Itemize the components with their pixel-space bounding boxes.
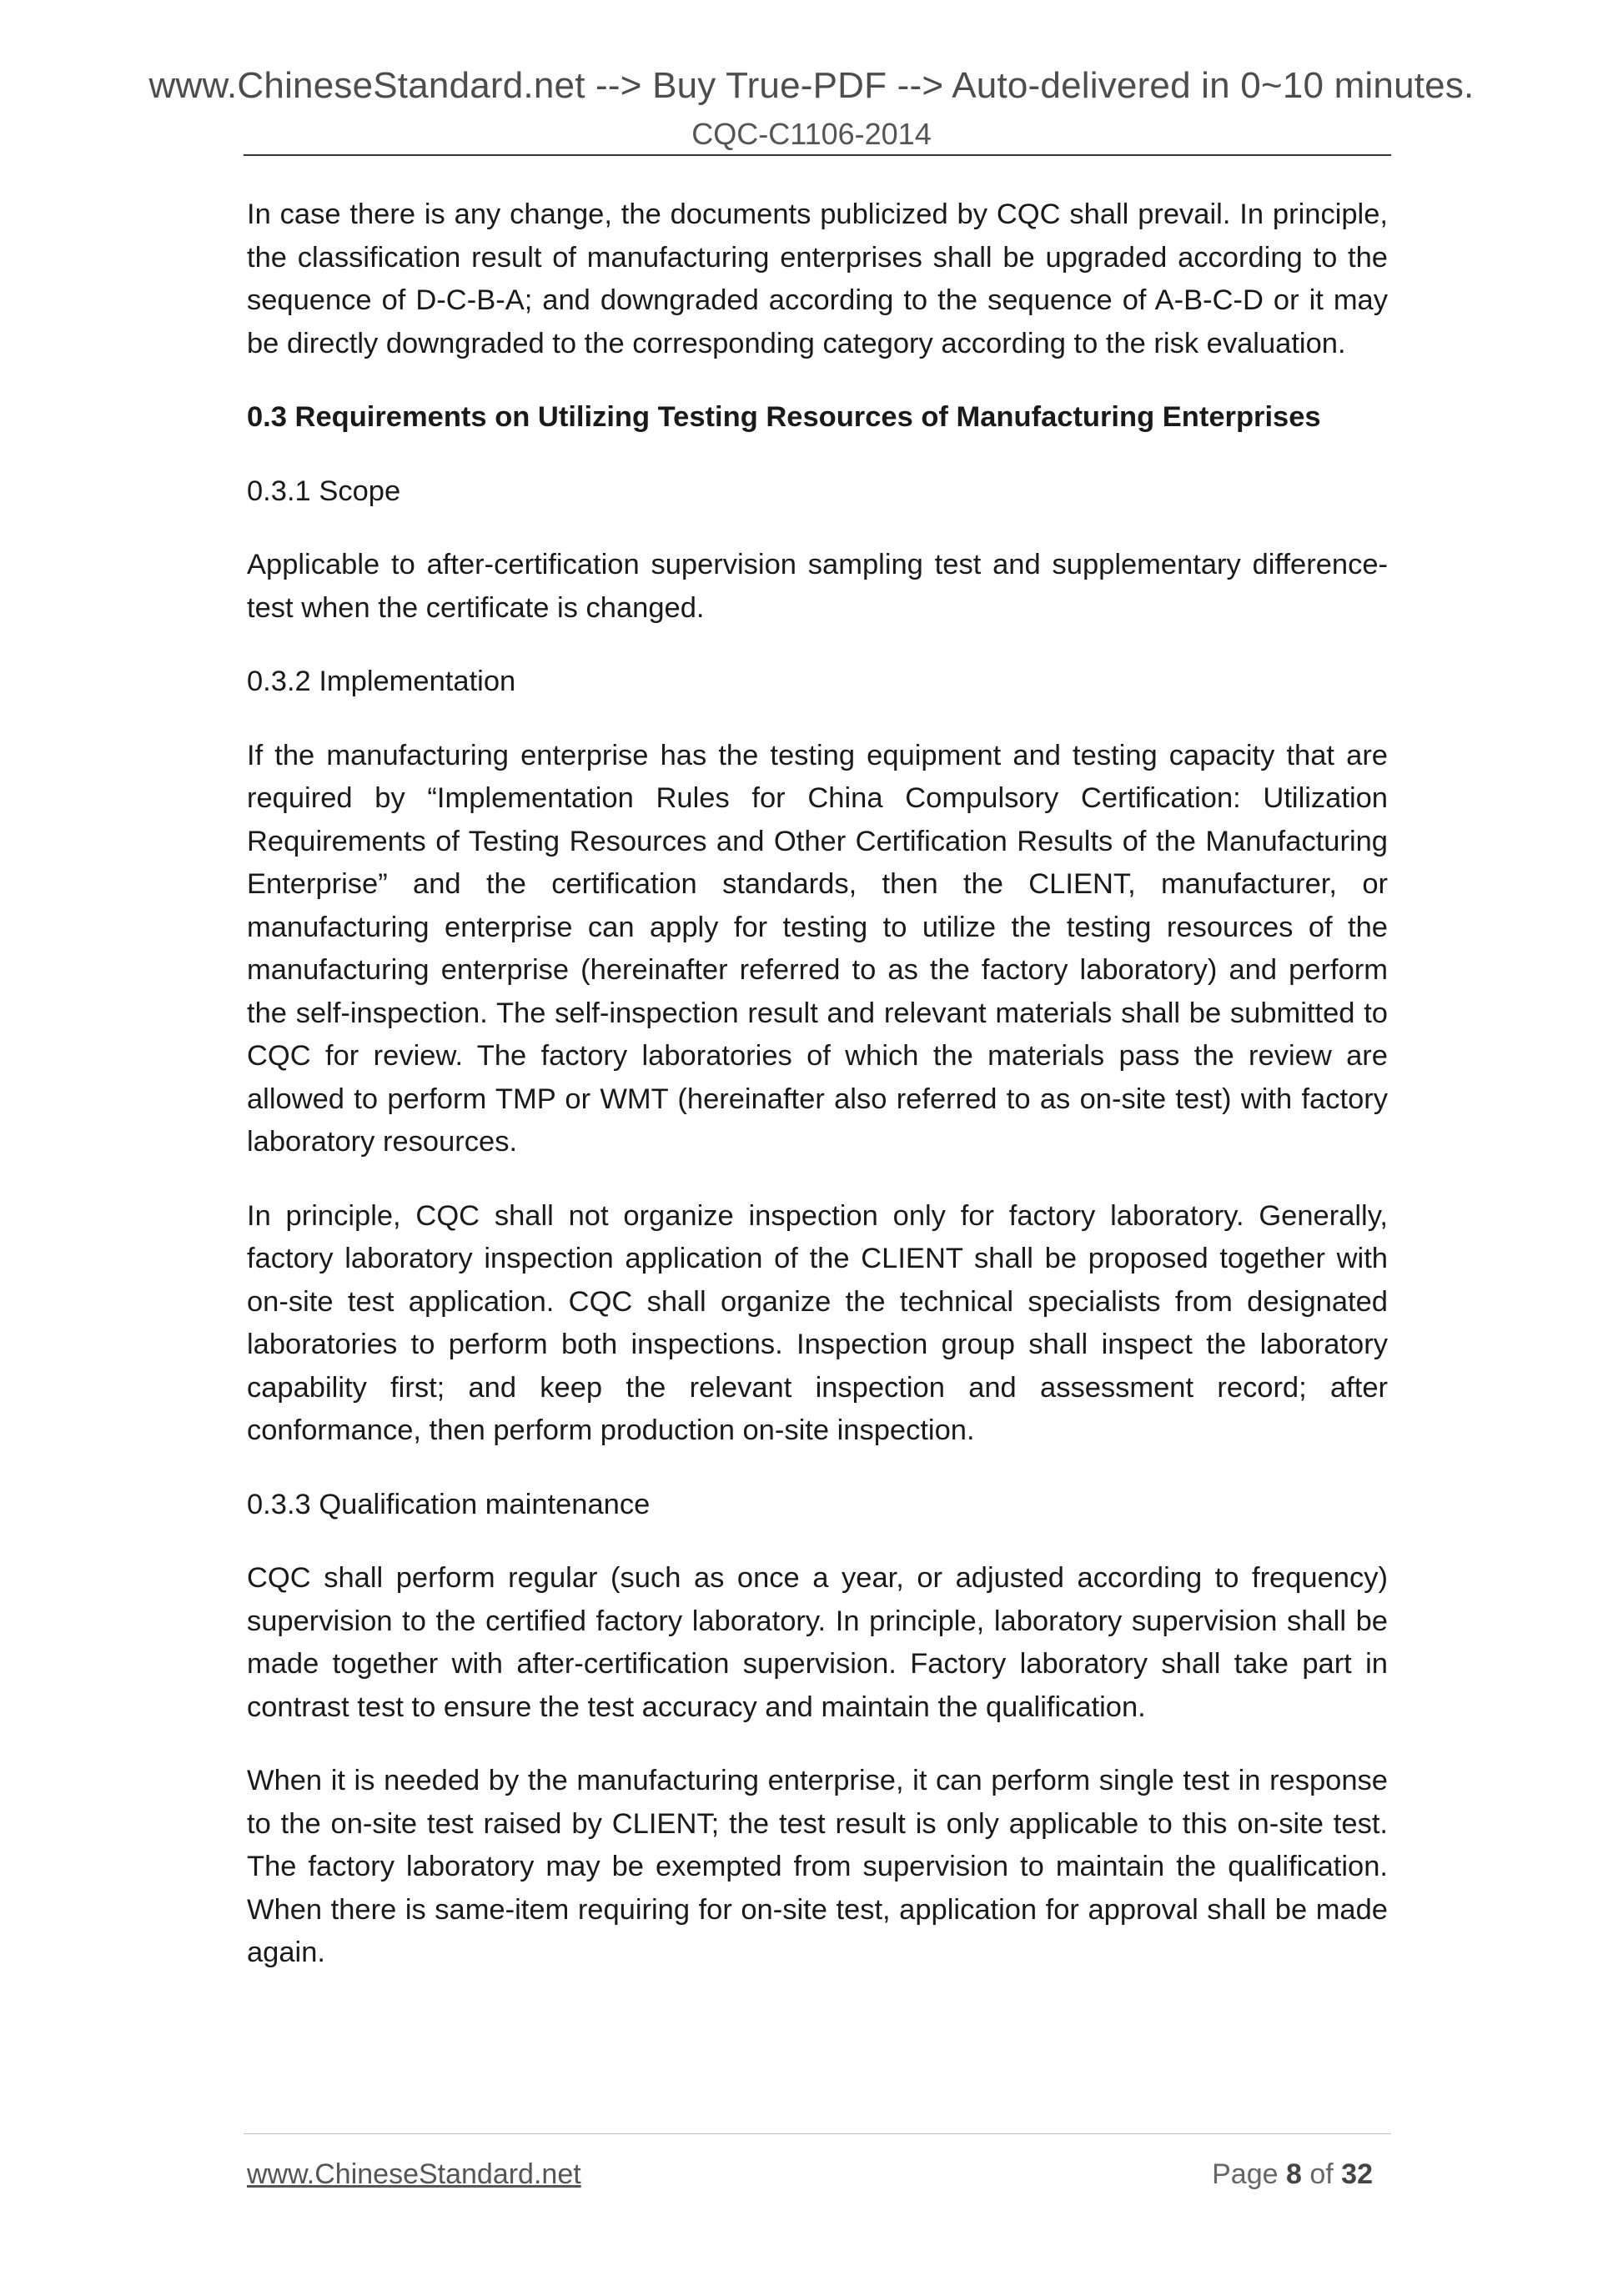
- of-word: of: [1309, 2158, 1334, 2190]
- paragraph-classification: In case there is any change, the documents publicized by CQC shall prevail. In principle, the classification result of manufacturing enterprises shall be upgraded according to the sequence of D-C-B-A; and downgraded according to the sequence of A-B-C-D or it may be directly downgraded to the corresponding category according to the risk evaluation.: [247, 198, 1388, 359]
- section-heading-0-3: 0.3 Requirements on Utilizing Testing Resources of Manufacturing Enterprises: [247, 401, 1321, 433]
- document-number: CQC-C1106-2014: [691, 117, 932, 151]
- total-page-number: 32: [1341, 2158, 1373, 2190]
- subsection-heading-0-3-1: 0.3.1 Scope: [247, 475, 401, 507]
- page-word: Page: [1212, 2158, 1279, 2190]
- page-indicator: [1212, 2158, 1373, 2191]
- paragraph-scope: Applicable to after-certification supervision sampling test and supplementary difference-test when the certificate is changed.: [247, 549, 1388, 624]
- paragraph-implementation-1: If the manufacturing enterprise has the testing equipment and testing capacity that are required by “Implementation Rules for China Compulsory Certification: Utilization Requirements of Testing Resources and Other Certification Results of the Manufacturing Enterprise” and the certification standards, then the CLIENT, manufacturer, or manufacturing enterprise can apply for testing to utilize the testing resources of the manufacturing enterprise (hereinafter referred to as the factory laboratory) and perform the self-inspection. The self-inspection result and relevant materials shall be submitted to CQC for review. The factory laboratories of which the materials pass the review are allowed to perform TMP or WMT (hereinafter also referred to as on-site test) with factory laboratory resources.: [247, 739, 1388, 1158]
- paragraph-implementation-2: In principle, CQC shall not organize inspection only for factory laboratory. Generally, factory laboratory inspection application of the CLIENT shall be proposed together with on-site test application. CQC shall organize the technical specialists from designated laboratories to perform both inspections. Inspection group shall inspect the laboratory capability first; and keep the relevant inspection and assessment record; after conformance, then perform production on-site inspection.: [247, 1199, 1388, 1446]
- subsection-heading-0-3-2: 0.3.2 Implementation: [247, 666, 516, 697]
- footer-divider: [244, 2133, 1391, 2134]
- footer-site-link[interactable]: www.ChineseStandard.net: [247, 2158, 581, 2190]
- header-divider: [244, 154, 1391, 156]
- current-page-number: 8: [1285, 2158, 1302, 2190]
- subsection-heading-0-3-3: 0.3.3 Qualification maintenance: [247, 1488, 651, 1520]
- paragraph-qualification-2: When it is needed by the manufacturing enterprise, it can perform single test in response to the on-site test raised by CLIENT; the test result is only applicable to this on-site test. The factory laboratory may be exempted from supervision to maintain the qualification. When there is same-item requiring for on-site test, application for approval shall be made again.: [247, 1765, 1388, 1968]
- page-body: [247, 193, 1388, 2006]
- paragraph-qualification-1: CQC shall perform regular (such as once a year, or adjusted according to frequency) supervision to the certified factory laboratory. In principle, laboratory supervision shall be made together with after-certification supervision. Factory laboratory shall take part in contrast test to ensure the test accuracy and maintain the qualification.: [247, 1562, 1388, 1723]
- header-banner: www.ChineseStandard.net --> Buy True-PDF --> Auto-delivered in 0~10 minutes.: [148, 65, 1475, 106]
